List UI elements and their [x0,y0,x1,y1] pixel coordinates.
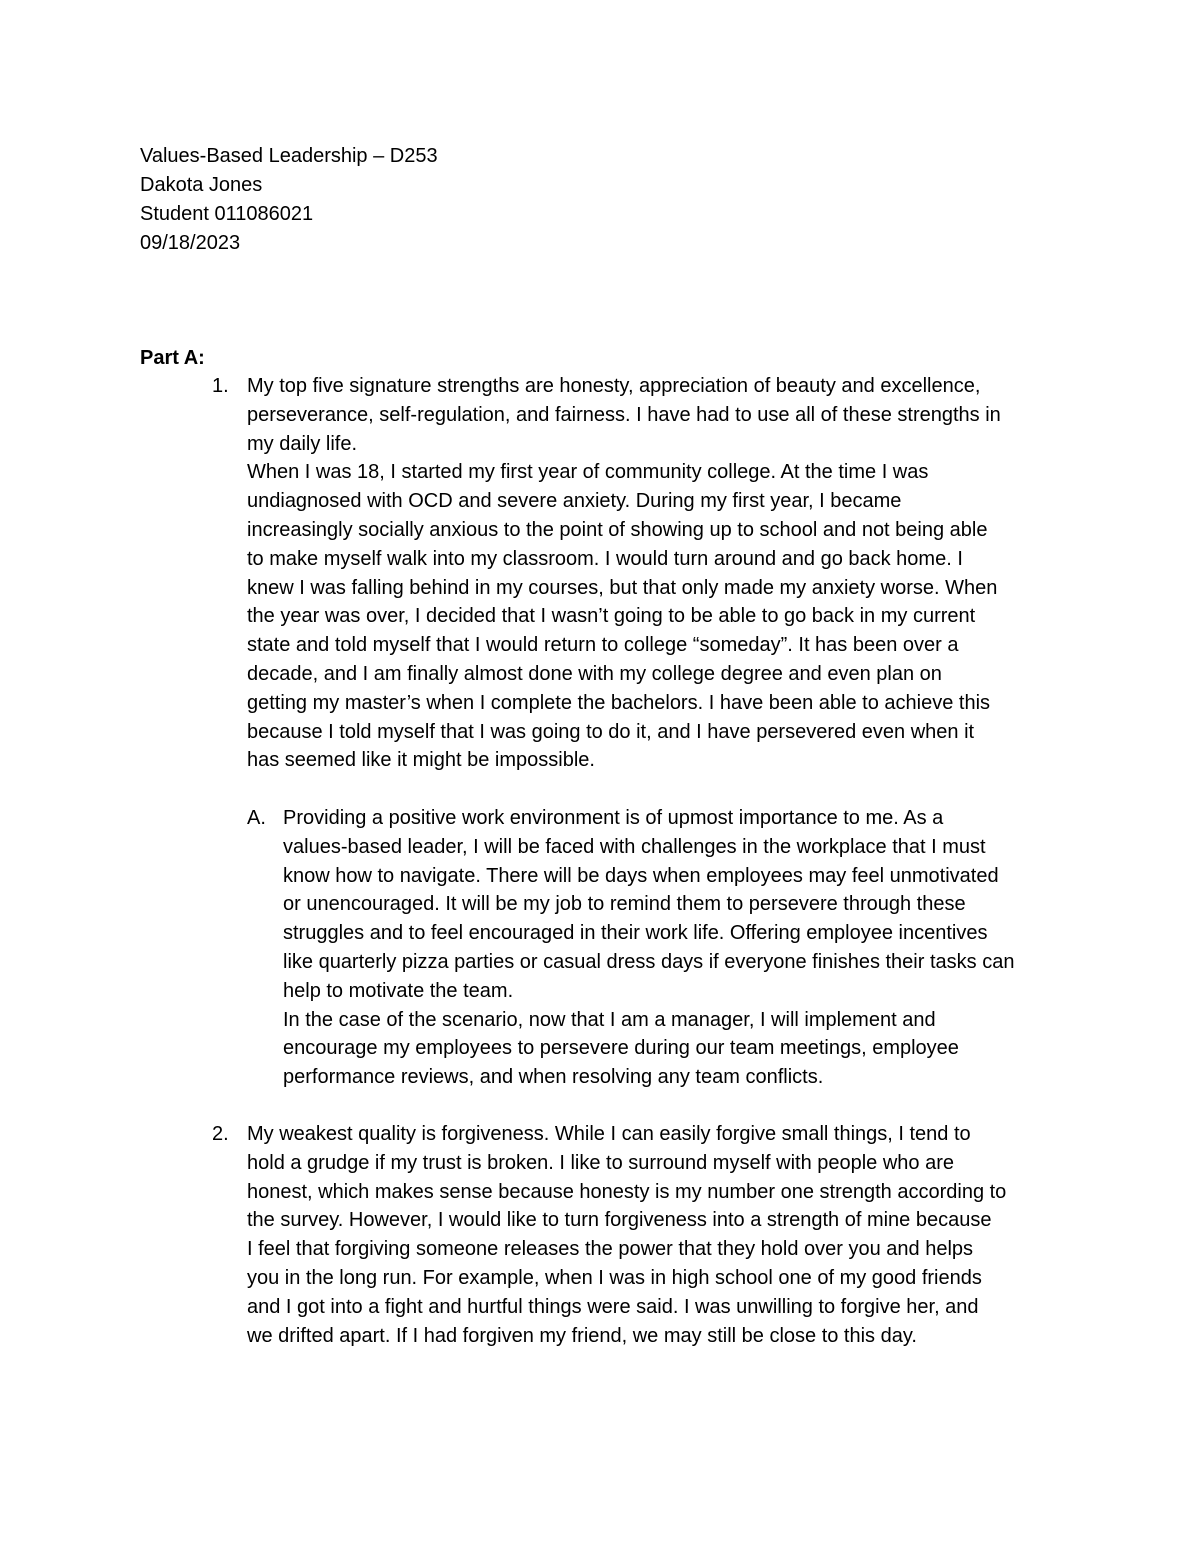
text-line: you in the long run. For example, when I was in high school one of my good friends [247,1266,982,1289]
text-line: because I told myself that I was going to do it, and I have persevered even when it [247,720,975,743]
document-header [140,142,1040,258]
list-item-1-text [247,372,1001,775]
text-line: encourage my employees to persevere during our team meetings, employee [283,1037,959,1060]
text-line: struggles and to feel encouraged in their work life. Offering employee incentives [283,922,988,945]
text-line: and I got into a fight and hurtful things were said. I was unwilling to forgive her, and [247,1295,979,1318]
text-line: state and told myself that I would return to college “someday”. It has been over a [247,634,959,657]
text-line: my daily life. [247,432,358,455]
text-line: getting my master’s when I complete the bachelors. I have been able to achieve this [247,691,991,714]
text-line: the year was over, I decided that I wasn’t going to be able to go back in my current [247,605,976,628]
text-line: increasingly socially anxious to the point of showing up to school and not being able [247,518,988,541]
text-line: like quarterly pizza parties or casual dress days if everyone finishes their tasks can [283,950,1015,973]
text-line: knew I was falling behind in my courses, but that only made my anxiety worse. When [247,576,998,599]
text-line: undiagnosed with OCD and severe anxiety. During my first year, I became [247,490,902,513]
text-line: values-based leader, I will be faced with challenges in the workplace that I must [283,835,986,858]
course-title: Values-Based Leadership – D253 [140,145,438,167]
text-line: help to motivate the team. [283,979,514,1002]
list-item-a-text [283,804,1014,1092]
text-line: I feel that forgiving someone releases the power that they hold over you and helps [247,1238,974,1261]
text-line: know how to navigate. There will be days when employees may feel unmotivated [283,864,999,887]
list-marker-2: 2. [212,1123,229,1145]
author-name: Dakota Jones [140,174,263,196]
text-line: the survey. However, I would like to turn forgiveness into a strength of mine because [247,1209,992,1232]
text-line: or unencouraged. It will be my job to remind them to persevere through these [283,893,966,916]
text-line: to make myself walk into my classroom. I would turn around and go back home. I [247,547,963,570]
text-line: My weakest quality is forgiveness. While I can easily forgive small things, I tend to [247,1123,971,1145]
text-line: Providing a positive work environment is of upmost importance to me. As a [283,807,944,829]
text-line: has seemed like it might be impossible. [247,749,595,772]
text-line: hold a grudge if my trust is broken. I like to surround myself with people who are [247,1151,955,1174]
section-title-part-a: Part A: [140,347,205,369]
student-id: Student 011086021 [140,203,314,225]
document-date: 09/18/2023 [140,232,241,254]
text-line: we drifted apart. If I had forgiven my friend, we may still be close to this day. [247,1324,917,1347]
text-line: In the case of the scenario, now that I am a manager, I will implement and [283,1008,936,1031]
text-line: My top five signature strengths are honesty, appreciation of beauty and excellence, [247,375,981,397]
text-line: perseverance, self-regulation, and fairness. I have had to use all of these strengths in [247,403,1001,426]
list-item-2-text [247,1120,1006,1350]
list-marker-1: 1. [212,375,229,397]
text-line: honest, which makes sense because honesty is my number one strength according to [247,1180,1007,1203]
text-line: When I was 18, I started my first year of community college. At the time I was [247,461,929,484]
text-line: performance reviews, and when resolving any team conflicts. [283,1066,824,1089]
text-line: decade, and I am finally almost done with my college degree and even plan on [247,662,942,685]
list-marker-a: A. [247,807,266,829]
